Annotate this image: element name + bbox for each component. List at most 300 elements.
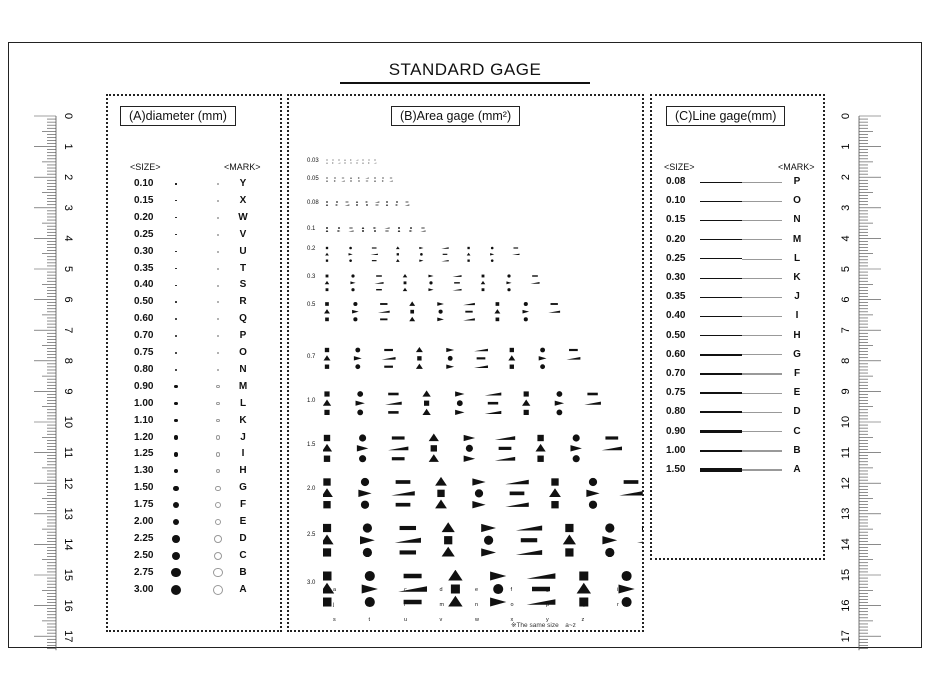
outline-dot — [215, 502, 221, 508]
area-shape — [355, 348, 360, 353]
line-sample-black — [700, 450, 742, 453]
line-sample-black — [700, 297, 742, 298]
area-shape — [539, 356, 547, 360]
area-shape — [510, 492, 525, 496]
shape-letter: g — [546, 587, 550, 593]
area-shape — [358, 490, 371, 497]
area-shape — [380, 318, 387, 320]
ruler-label: 7 — [62, 327, 74, 334]
area-shape — [384, 349, 393, 351]
diameter-mark: Y — [239, 178, 247, 189]
area-shape — [524, 302, 528, 306]
area-shape — [386, 201, 387, 202]
area-shape — [536, 444, 546, 452]
area-shape — [530, 282, 539, 284]
area-shape — [324, 435, 330, 441]
diameter-mark: A — [239, 583, 247, 595]
shape-letter: f — [510, 587, 513, 593]
diameter-size: 0.70 — [134, 330, 154, 342]
line-sample-black — [700, 278, 742, 279]
diameter-size-header: <SIZE> — [130, 162, 161, 172]
line-sample-black — [700, 335, 742, 336]
area-shape — [392, 457, 405, 460]
area-shape — [326, 162, 327, 163]
left-ruler-svg — [22, 102, 77, 643]
diameter-size: 0.10 — [134, 178, 154, 189]
diameter-mark: J — [240, 431, 246, 443]
diameter-size: 2.75 — [134, 566, 154, 578]
area-size-label: 2.5 — [307, 532, 316, 538]
area-size-label: 1.5 — [307, 442, 316, 448]
area-size-label: 0.3 — [307, 274, 316, 280]
ruler-label: 9 — [840, 388, 852, 395]
area-shape — [349, 253, 353, 255]
ruler-label: 5 — [62, 265, 74, 273]
diameter-mark: S — [239, 279, 247, 291]
area-shapes-group — [323, 298, 643, 338]
diameter-size: 2.00 — [134, 516, 154, 527]
area-shape — [332, 163, 334, 164]
area-shape — [355, 364, 360, 369]
area-shape — [334, 180, 336, 181]
area-shape — [404, 574, 422, 579]
diameter-size: 0.25 — [134, 228, 154, 240]
ruler-label: 6 — [840, 296, 852, 303]
area-shape — [446, 348, 454, 352]
outline-dot — [217, 268, 219, 270]
line-mark: L — [793, 252, 801, 264]
left-ruler — [22, 102, 77, 643]
line-size-header: <SIZE> — [664, 162, 695, 172]
line-sample-gray — [742, 259, 782, 260]
diameter-size: 2.25 — [134, 532, 154, 544]
filled-dot — [175, 352, 178, 355]
filled-dot — [175, 200, 176, 201]
filled-dot — [175, 217, 176, 218]
area-shape — [482, 275, 485, 278]
area-shape — [499, 447, 512, 450]
area-shape — [540, 348, 545, 353]
area-shape — [374, 227, 377, 229]
area-shape — [409, 301, 415, 305]
area-shape — [368, 159, 369, 160]
ruler-label: 8 — [62, 357, 74, 364]
area-panel-label: (B)Area gage (mm²) — [391, 106, 520, 126]
area-shape — [361, 478, 369, 486]
outline-dot — [214, 552, 223, 561]
area-shape — [537, 435, 543, 441]
area-shape — [429, 434, 439, 442]
outline-dot — [215, 519, 222, 526]
line-size: 0.25 — [666, 252, 686, 264]
area-shape — [467, 253, 471, 256]
area-shape — [359, 434, 366, 441]
area-shape — [350, 177, 352, 178]
same-size-note: ※The same size a~z — [511, 622, 576, 629]
area-shape — [325, 281, 330, 284]
filled-dot — [172, 535, 180, 543]
area-shape — [323, 478, 330, 485]
area-shape — [326, 204, 328, 206]
ruler-label: 2 — [62, 174, 74, 181]
area-shape — [338, 163, 341, 164]
area-shape — [521, 538, 537, 542]
area-shape — [584, 402, 601, 405]
area-shape — [457, 400, 463, 406]
filled-dot — [174, 469, 178, 473]
area-size-label: 0.1 — [307, 226, 316, 232]
shape-letter: s — [333, 617, 336, 623]
area-shape — [326, 259, 328, 261]
area-shape — [551, 501, 558, 508]
area-shape — [404, 600, 422, 605]
line-sample-gray — [742, 354, 782, 355]
area-shape — [410, 227, 412, 229]
area-shape — [386, 204, 388, 206]
area-shape — [326, 275, 329, 278]
area-shape — [359, 455, 366, 462]
filled-dot — [175, 369, 178, 372]
area-shape — [442, 547, 455, 557]
area-size-label: 0.2 — [307, 246, 316, 252]
area-shape — [441, 260, 448, 261]
diameter-size: 0.75 — [134, 347, 154, 358]
area-shape — [420, 253, 423, 256]
area-shape — [384, 228, 389, 229]
area-shape — [452, 289, 461, 291]
area-shape — [349, 228, 352, 229]
shape-letter: m — [439, 602, 445, 608]
area-shape — [442, 522, 455, 532]
area-shape — [419, 259, 423, 261]
diameter-mark: Q — [239, 313, 247, 325]
area-shape — [366, 204, 368, 206]
line-mark: E — [793, 387, 801, 399]
area-shape — [428, 275, 433, 278]
filled-dot — [175, 301, 177, 303]
area-shape — [587, 393, 597, 396]
area-shape — [323, 400, 331, 406]
area-shape — [323, 501, 330, 508]
ruler-label: 5 — [840, 265, 852, 273]
shape-letter: j — [333, 602, 335, 608]
diameter-mark: E — [239, 516, 247, 527]
area-shape — [429, 454, 439, 462]
area-shapes-group — [323, 388, 643, 428]
area-shape — [506, 281, 511, 284]
area-shape — [420, 231, 425, 232]
area-shape — [555, 401, 564, 406]
area-size-label: 2.0 — [307, 486, 316, 492]
diameter-size: 1.75 — [134, 499, 154, 511]
line-sample-black — [700, 373, 742, 375]
area-size-label: 3.0 — [307, 580, 316, 586]
line-sample-gray — [742, 412, 782, 413]
area-shape — [448, 356, 453, 361]
area-size-label: 0.03 — [307, 158, 319, 164]
line-sample-black — [700, 316, 742, 317]
area-shape — [326, 247, 328, 249]
area-shape — [485, 411, 502, 414]
area-shape — [341, 181, 345, 182]
diameter-mark: O — [239, 347, 247, 358]
area-shape — [474, 349, 488, 352]
line-sample-gray — [742, 220, 782, 221]
ruler-label: 17 — [62, 630, 74, 643]
outline-dot — [217, 285, 219, 287]
line-size: 0.08 — [666, 176, 686, 187]
filled-dot — [172, 552, 181, 561]
area-shape — [336, 201, 338, 203]
area-shape — [396, 259, 400, 262]
area-shape — [522, 400, 530, 406]
filled-dot — [174, 419, 178, 423]
area-shape — [619, 491, 643, 495]
shape-letter: b — [368, 587, 372, 593]
ruler-label: 16 — [840, 599, 852, 612]
ruler-label: 1 — [62, 143, 74, 150]
diameter-mark: K — [239, 414, 247, 426]
area-shape — [400, 550, 416, 554]
area-shape — [551, 478, 558, 485]
area-shape — [496, 318, 500, 322]
ruler-label: 11 — [62, 446, 74, 459]
line-sample-gray — [742, 297, 782, 298]
line-sample-black — [700, 258, 742, 259]
area-shape — [510, 348, 514, 352]
area-shape — [467, 259, 469, 261]
diameter-mark: H — [239, 465, 247, 477]
area-shape — [385, 402, 402, 405]
area-size-label: 0.08 — [307, 200, 319, 206]
area-shape — [325, 365, 329, 369]
area-shape — [494, 309, 500, 313]
area-shape — [376, 289, 382, 290]
filled-dot — [171, 585, 181, 595]
line-sample-black — [700, 392, 742, 394]
area-shape — [573, 455, 580, 462]
area-shape — [345, 163, 346, 164]
line-mark: H — [793, 329, 801, 341]
area-shape — [429, 281, 432, 284]
area-shape — [563, 534, 576, 544]
area-shape — [579, 571, 588, 580]
ruler-label: 15 — [62, 568, 74, 582]
area-shape — [356, 160, 359, 161]
area-shape — [516, 550, 542, 555]
area-shape — [516, 526, 542, 531]
outline-dot — [217, 301, 219, 303]
filled-dot — [175, 183, 176, 184]
line-mark: P — [793, 176, 801, 187]
ruler-label: 9 — [62, 388, 74, 395]
area-shape — [551, 303, 558, 305]
diameter-mark: B — [239, 566, 247, 578]
line-size: 0.60 — [666, 348, 686, 360]
area-shape — [488, 402, 498, 405]
area-shape — [624, 480, 639, 484]
area-shape — [398, 586, 427, 591]
area-shape — [406, 202, 409, 203]
outline-dot — [216, 452, 220, 456]
line-mark: F — [793, 368, 801, 379]
area-shape — [569, 349, 578, 351]
area-shape — [446, 365, 454, 369]
line-sample-black — [700, 354, 742, 356]
line-size: 0.35 — [666, 291, 686, 303]
area-shape — [345, 205, 350, 206]
diameter-size: 0.50 — [134, 296, 154, 308]
outline-dot — [214, 535, 222, 543]
area-shape — [358, 177, 360, 178]
area-shape — [336, 204, 339, 205]
line-sample-gray — [742, 450, 782, 452]
line-size: 0.75 — [666, 387, 686, 399]
shape-letter: q — [581, 602, 585, 608]
area-shape — [451, 585, 460, 594]
line-sample-gray — [742, 393, 782, 394]
shape-letter: w — [475, 617, 479, 623]
line-mark: I — [795, 310, 799, 322]
area-shape — [403, 274, 408, 277]
area-shape — [325, 348, 329, 352]
area-shape — [493, 584, 503, 594]
line-panel-label: (C)Line gage(mm) — [666, 106, 785, 126]
shape-letter: c — [404, 587, 407, 593]
area-shape — [366, 181, 368, 182]
diameter-mark: M — [238, 380, 248, 392]
diameter-panel-label: (A)diameter (mm) — [120, 106, 236, 126]
area-shape — [490, 571, 506, 580]
area-shape — [512, 254, 519, 255]
area-shape — [522, 310, 529, 314]
area-shape — [372, 247, 377, 248]
line-mark-header: <MARK> — [778, 162, 815, 172]
area-shape — [495, 436, 515, 440]
area-shape — [421, 228, 424, 229]
area-shape — [323, 534, 334, 544]
area-shape — [505, 480, 529, 484]
ruler-label: 17 — [840, 630, 852, 643]
line-sample-gray — [742, 278, 782, 279]
line-size: 0.50 — [666, 329, 686, 341]
area-shape — [325, 302, 329, 306]
area-shape — [349, 247, 352, 250]
area-shape — [362, 230, 364, 232]
outline-dot — [216, 469, 220, 473]
area-shape — [465, 311, 472, 313]
line-mark: J — [794, 291, 800, 303]
diameter-mark: R — [239, 296, 247, 308]
shape-letter: a — [333, 587, 337, 593]
ruler-label: 4 — [840, 235, 852, 242]
area-shape — [382, 357, 396, 360]
line-panel — [650, 94, 825, 560]
ruler-label: 6 — [62, 296, 74, 303]
area-shape — [326, 180, 328, 181]
diameter-mark: G — [239, 482, 247, 494]
outline-dot — [217, 251, 219, 253]
shape-letter: k — [368, 602, 372, 608]
ruler-label: 14 — [840, 538, 852, 551]
area-shape — [556, 391, 562, 397]
area-shape — [388, 411, 398, 414]
area-shape — [540, 364, 545, 369]
diameter-size: 3.00 — [134, 583, 154, 595]
diameter-mark: P — [239, 330, 247, 342]
line-size: 0.30 — [666, 272, 686, 283]
ruler-label: 1 — [840, 143, 852, 150]
area-shape — [357, 391, 363, 397]
area-shape — [589, 501, 597, 509]
area-shape — [363, 523, 372, 532]
area-shape — [361, 501, 369, 509]
line-sample-black — [700, 430, 742, 432]
ruler-label: 3 — [840, 204, 852, 211]
area-shape — [350, 162, 351, 163]
area-shape — [435, 477, 447, 486]
area-shape — [362, 227, 365, 229]
area-shape — [404, 281, 407, 284]
area-shape — [327, 160, 328, 161]
diameter-size: 0.90 — [134, 380, 154, 392]
area-shape — [416, 364, 423, 369]
area-shape — [374, 180, 376, 181]
area-shape — [491, 247, 494, 250]
outline-dot — [216, 385, 219, 388]
line-size: 0.70 — [666, 368, 686, 379]
diameter-mark: I — [241, 448, 245, 460]
outline-dot — [215, 486, 220, 491]
right-ruler — [838, 102, 893, 643]
ruler-label: 8 — [840, 357, 852, 364]
filled-dot — [173, 502, 179, 508]
area-shape — [346, 202, 349, 203]
area-shape — [618, 585, 634, 594]
area-shape — [463, 303, 475, 305]
area-shape — [325, 253, 329, 256]
area-shape — [605, 436, 618, 439]
diameter-size: 0.60 — [134, 313, 154, 325]
diameter-size: 1.10 — [134, 414, 154, 426]
outline-dot — [213, 585, 223, 595]
area-shape — [439, 310, 443, 314]
filled-dot — [175, 268, 176, 269]
outline-dot — [217, 200, 219, 202]
area-shape — [589, 478, 597, 486]
area-size-label: 0.5 — [307, 302, 316, 308]
area-shape — [396, 201, 398, 203]
line-sample-gray — [742, 469, 782, 471]
area-shape — [356, 401, 365, 406]
area-shape — [352, 310, 359, 314]
area-shape — [527, 573, 556, 578]
line-mark: A — [793, 464, 801, 475]
area-shape — [474, 365, 488, 368]
diameter-size: 1.00 — [134, 397, 154, 409]
ruler-label: 14 — [62, 538, 74, 551]
ruler-label: 0 — [840, 112, 852, 120]
area-shape — [464, 456, 475, 462]
area-shape — [524, 317, 528, 321]
area-shape — [374, 230, 376, 232]
shape-letter: r — [617, 602, 619, 608]
outline-dot — [216, 402, 219, 405]
area-shape — [495, 457, 515, 461]
area-shape — [481, 524, 496, 532]
area-shape — [389, 181, 393, 182]
area-shape — [350, 160, 352, 161]
